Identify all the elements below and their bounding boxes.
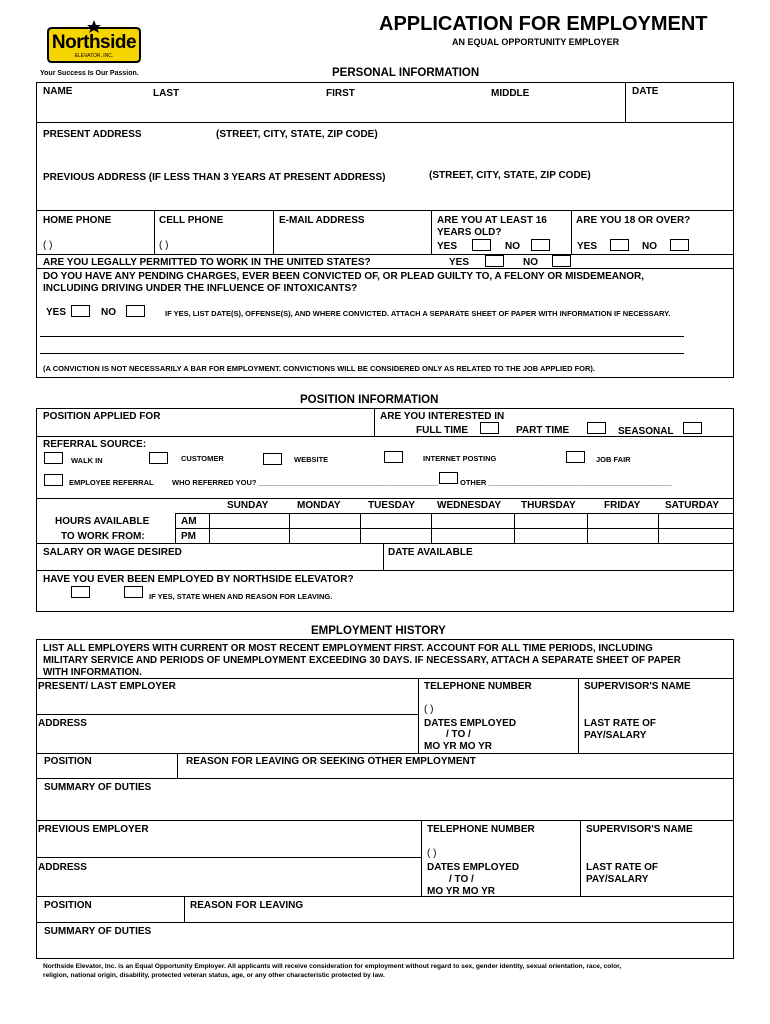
logo-name: Northside: [51, 32, 137, 53]
present-employer-field[interactable]: [40, 693, 414, 712]
page-title: APPLICATION FOR EMPLOYMENT: [379, 13, 708, 35]
street-hint-1: (STREET, CITY, STATE, ZIP CODE): [216, 129, 378, 140]
present-employer-label: PRESENT/ LAST EMPLOYER: [38, 681, 176, 692]
am-label: AM: [181, 516, 197, 527]
day-friday: FRIDAY: [604, 500, 641, 511]
present-address-field[interactable]: [40, 142, 730, 164]
duties-label-1: SUMMARY OF DUTIES: [44, 782, 152, 793]
day-thursday: THURSDAY: [521, 500, 576, 511]
age18-no-checkbox[interactable]: [670, 239, 689, 251]
day-wednesday: WEDNESDAY: [437, 500, 502, 511]
date-slash-1[interactable]: / TO /: [446, 729, 471, 740]
employee-referral-checkbox[interactable]: [44, 474, 63, 486]
charges-no-checkbox[interactable]: [126, 305, 145, 317]
referral-label: REFERRAL SOURCE:: [43, 439, 147, 450]
pm-label: PM: [181, 531, 196, 542]
who-referred-label[interactable]: WHO REFERRED YOU? ___________________________________________: [172, 478, 438, 487]
hours-label: HOURS AVAILABLE: [55, 516, 150, 527]
part-time-checkbox[interactable]: [587, 422, 606, 434]
last-rate-label-2: LAST RATE OF: [586, 862, 659, 873]
employed-question: HAVE YOU EVER BEEN EMPLOYED BY NORTHSIDE ELEVATOR?: [43, 574, 354, 585]
conviction-note: (A CONVICTION IS NOT NECESSARILY A BAR FOR EMPLOYMENT. CONVICTIONS WILL BE CONSIDERED ONLY AS RELATED TO THE JOB APPLIED FOR).: [43, 364, 595, 373]
position-applied-label: POSITION APPLIED FOR: [43, 411, 161, 422]
position-heading: POSITION INFORMATION: [300, 394, 439, 406]
full-time-label: FULL TIME: [416, 425, 469, 436]
telephone-paren-1[interactable]: ( ): [424, 704, 434, 715]
hours-label-2: TO WORK FROM:: [61, 531, 145, 542]
dates-employed-label-2: DATES EMPLOYED: [427, 862, 520, 873]
seasonal-checkbox[interactable]: [683, 422, 702, 434]
day-monday: MONDAY: [297, 500, 341, 511]
mo-yr-2: MO YR MO YR: [427, 886, 495, 897]
age16-no-checkbox[interactable]: [531, 239, 550, 251]
telephone-label-1: TELEPHONE NUMBER: [424, 681, 532, 692]
reason-label-1: REASON FOR LEAVING OR SEEKING OTHER EMPLOYMENT: [186, 756, 476, 767]
duties-field-2[interactable]: [40, 938, 730, 956]
position-label-2: POSITION: [44, 900, 92, 911]
email-field[interactable]: [277, 228, 427, 252]
last-rate-label-2b: PAY/SALARY: [586, 874, 649, 885]
reason-label-2: REASON FOR LEAVING: [190, 900, 304, 911]
duties-label-2: SUMMARY OF DUTIES: [44, 926, 152, 937]
previous-address-field[interactable]: [40, 186, 730, 208]
name-field[interactable]: [40, 100, 620, 120]
email-label: E-MAIL ADDRESS: [279, 215, 365, 226]
website-label: WEBSITE: [294, 455, 329, 464]
name-label: NAME: [43, 86, 73, 97]
middle-label: MIDDLE: [491, 88, 530, 99]
previous-address-label: PREVIOUS ADDRESS (IF LESS THAN 3 YEARS AT PRESENT ADDRESS): [43, 172, 386, 183]
previous-employer-field[interactable]: [40, 836, 417, 855]
history-intro-1: LIST ALL EMPLOYERS WITH CURRENT OR MOST RECENT EMPLOYMENT FIRST. ACCOUNT FOR ALL TIME PERIODS, INCLUDING: [43, 643, 653, 654]
permitted-label: ARE YOU LEGALLY PERMITTED TO WORK IN THE UNITED STATES?: [43, 257, 371, 268]
charges-question: DO YOU HAVE ANY PENDING CHARGES, EVER BEEN CONVICTED OF, OR PLEAD GUILTY TO, A FELONY OR MISDEMEANOR,: [43, 271, 644, 282]
mo-yr-1: MO YR MO YR: [424, 741, 492, 752]
age16-yes-checkbox[interactable]: [472, 239, 491, 251]
permitted-yes-checkbox[interactable]: [485, 255, 504, 267]
footer-eeo-1: Northside Elevator, Inc. is an Equal Opportunity Employer. All applicants will receive consideration for employment without regard to sex, gender identity, sexual orientation, race, color,: [43, 963, 622, 970]
permitted-yes-label: YES: [449, 257, 470, 268]
first-label: FIRST: [326, 88, 355, 99]
history-intro-2: MILITARY SERVICE AND PERIODS OF UNEMPLOYMENT EXCEEDING 30 DAYS. IF NECESSARY, ATTACH A SEPARATE SHEET OF PAPER: [43, 655, 681, 666]
position-applied-field[interactable]: [40, 422, 370, 434]
day-saturday: SATURDAY: [665, 500, 719, 511]
cell-phone-label: CELL PHONE: [159, 215, 224, 226]
charges-yes-label: YES: [46, 307, 67, 318]
permitted-no-label: NO: [523, 257, 538, 268]
duties-field-1[interactable]: [40, 794, 730, 818]
home-phone-paren[interactable]: ( ): [43, 240, 53, 251]
salary-field[interactable]: [40, 558, 380, 569]
customer-checkbox[interactable]: [149, 452, 168, 464]
employee-referral-label: EMPLOYEE REFERRAL: [69, 478, 154, 487]
full-time-checkbox[interactable]: [480, 422, 499, 434]
personal-heading: PERSONAL INFORMATION: [332, 67, 480, 79]
internet-checkbox[interactable]: [384, 451, 403, 463]
history-intro-3: WITH INFORMATION.: [43, 667, 142, 678]
last-rate-label-1: LAST RATE OF: [584, 718, 657, 729]
address-label-1: ADDRESS: [38, 718, 87, 729]
walk-in-checkbox[interactable]: [44, 452, 63, 464]
day-sunday: SUNDAY: [227, 500, 269, 511]
walk-in-label: WALK IN: [71, 456, 103, 465]
age18-label: ARE YOU 18 OR OVER?: [576, 215, 691, 226]
age16-no-label: NO: [505, 241, 520, 252]
company-logo: [44, 20, 144, 64]
other-checkbox[interactable]: [439, 472, 458, 484]
telephone-paren-2[interactable]: ( ): [427, 848, 437, 859]
salary-label: SALARY OR WAGE DESIRED: [43, 547, 182, 558]
conviction-detail-line-1[interactable]: [40, 336, 684, 337]
age16-label-2: YEARS OLD?: [437, 227, 502, 238]
telephone-label-2: TELEPHONE NUMBER: [427, 824, 535, 835]
interested-label: ARE YOU INTERESTED IN: [380, 411, 505, 422]
street-hint-2: (STREET, CITY, STATE, ZIP CODE): [429, 170, 591, 181]
history-heading: EMPLOYMENT HISTORY: [311, 625, 446, 637]
date-label: DATE: [632, 86, 659, 97]
position-label-1: POSITION: [44, 756, 92, 767]
part-time-label: PART TIME: [516, 425, 570, 436]
charges-question-2: INCLUDING DRIVING UNDER THE INFLUENCE OF INTOXICANTS?: [43, 283, 358, 294]
age18-no-label: NO: [642, 241, 657, 252]
previous-employer-label: PREVIOUS EMPLOYER: [38, 824, 149, 835]
date-field[interactable]: [630, 100, 730, 120]
other-label[interactable]: OTHER ____________________________________________: [460, 478, 672, 487]
age16-yes-label: YES: [437, 241, 458, 252]
job-fair-checkbox[interactable]: [566, 451, 585, 463]
customer-label: CUSTOMER: [181, 454, 224, 463]
footer-eeo-2: religion, national origin, disability, protected veteran status, age, or any other characteristic protected by law.: [43, 972, 385, 979]
home-phone-label: HOME PHONE: [43, 215, 112, 226]
conviction-detail-line-2[interactable]: [40, 353, 684, 354]
logo-tagline: Your Success Is Our Passion.: [40, 70, 139, 77]
employed-yes-checkbox[interactable]: [71, 586, 90, 598]
last-rate-label-1b: PAY/SALARY: [584, 730, 647, 741]
employed-no-checkbox[interactable]: [124, 586, 143, 598]
supervisor-label-1: SUPERVISOR'S NAME: [584, 681, 691, 692]
address-label-2: ADDRESS: [38, 862, 87, 873]
age18-yes-checkbox[interactable]: [610, 239, 629, 251]
permitted-no-checkbox[interactable]: [552, 255, 571, 267]
day-tuesday: TUESDAY: [368, 500, 415, 511]
present-address-label: PRESENT ADDRESS: [43, 129, 142, 140]
date-available-field[interactable]: [387, 558, 727, 569]
date-available-label: DATE AVAILABLE: [388, 547, 473, 558]
age16-label: ARE YOU AT LEAST 16: [437, 215, 547, 226]
last-label: LAST: [153, 88, 180, 99]
page-subtitle: AN EQUAL OPPORTUNITY EMPLOYER: [452, 37, 620, 47]
age18-yes-label: YES: [577, 241, 598, 252]
charges-no-label: NO: [101, 307, 116, 318]
charges-yes-checkbox[interactable]: [71, 305, 90, 317]
job-fair-label: JOB FAIR: [596, 455, 631, 464]
dates-employed-label-1: DATES EMPLOYED: [424, 718, 517, 729]
employed-if-yes: IF YES, STATE WHEN AND REASON FOR LEAVING.: [149, 592, 333, 601]
cell-phone-paren[interactable]: ( ): [159, 240, 169, 251]
if-yes-instructions: IF YES, LIST DATE(S), OFFENSE(S), AND WHERE CONVICTED. ATTACH A SEPARATE SHEET OF PAPER WITH INFORMATION IF NECESSARY.: [165, 309, 671, 318]
website-checkbox[interactable]: [263, 453, 282, 465]
logo-sub: ELEVATOR, INC.: [74, 53, 114, 59]
internet-label: INTERNET POSTING: [423, 454, 497, 463]
date-slash-2[interactable]: / TO /: [449, 874, 474, 885]
supervisor-label-2: SUPERVISOR'S NAME: [586, 824, 693, 835]
seasonal-label: SEASONAL: [618, 426, 674, 437]
